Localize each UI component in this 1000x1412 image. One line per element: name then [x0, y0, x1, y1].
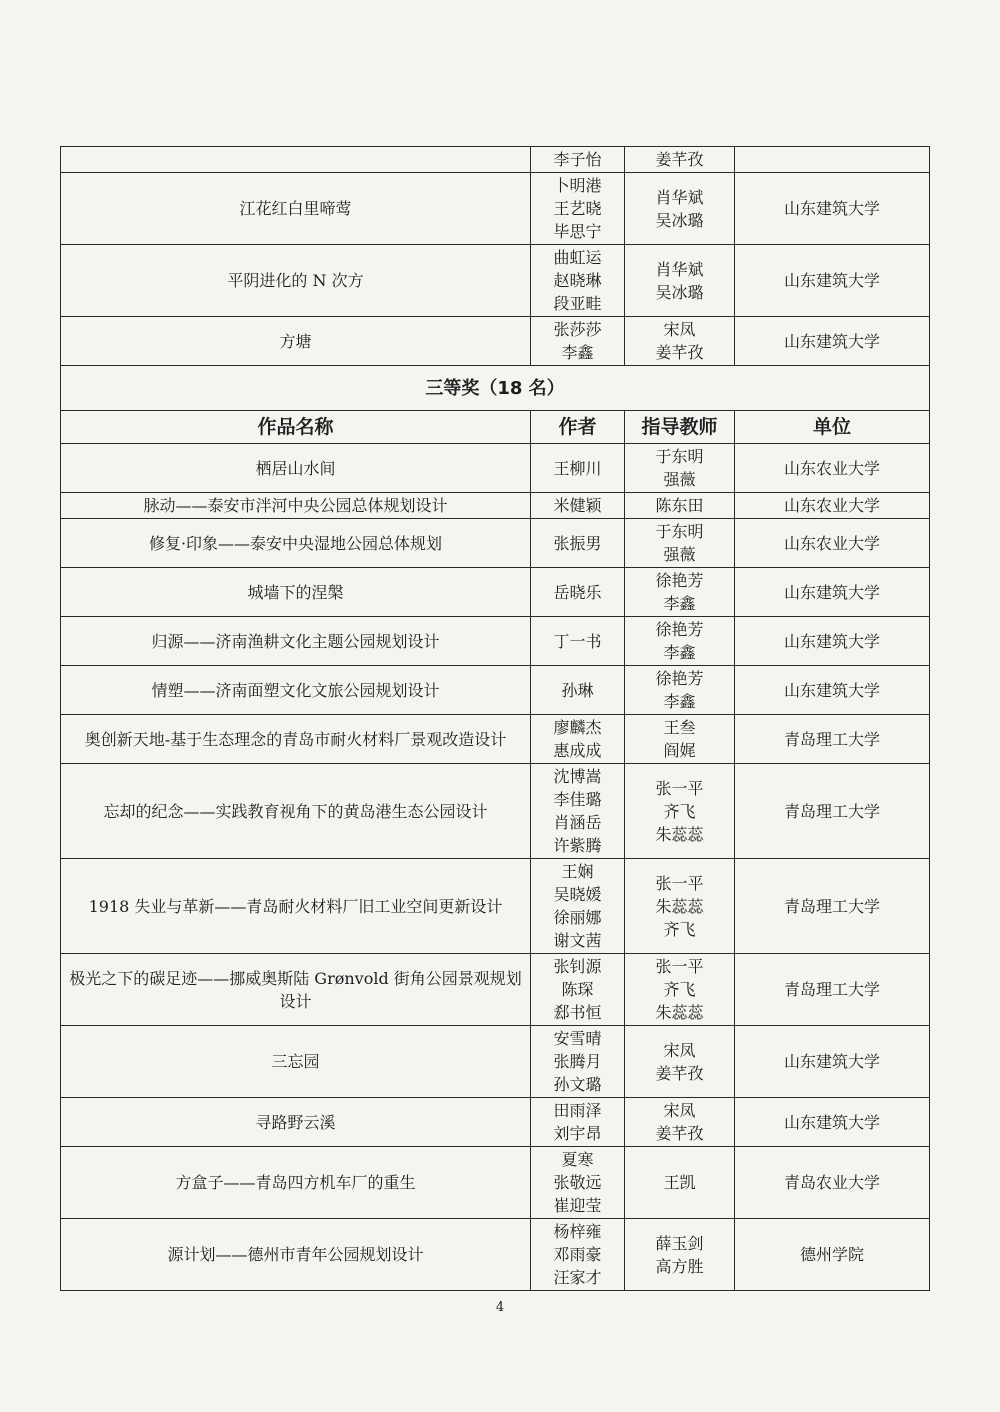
unit: 山东建筑大学	[735, 173, 930, 245]
teachers	[625, 1147, 735, 1219]
work-title: 极光之下的碳足迹——挪威奥斯陆 Grønvold 街角公园景观规划设计	[61, 954, 531, 1026]
header-work: 作品名称	[61, 411, 531, 444]
authors-line: 曲虹运	[553, 248, 602, 267]
teachers-line: 于东明	[655, 522, 704, 541]
authors-line: 惠成成	[553, 741, 602, 760]
work-title: 1918 失业与革新——青岛耐火材料厂旧工业空间更新设计	[61, 859, 531, 954]
teachers-line: 张一平	[655, 957, 704, 976]
unit: 山东建筑大学	[735, 317, 930, 366]
authors-line: 王柳川	[553, 458, 602, 478]
authors-line: 张振男	[553, 533, 602, 553]
teachers-line: 齐飞	[663, 980, 696, 999]
unit: 山东农业大学	[735, 444, 930, 493]
teachers-line: 肖华斌	[655, 187, 704, 207]
teachers-line: 朱蕊蕊	[655, 824, 704, 844]
authors	[531, 519, 625, 568]
table-row	[61, 715, 930, 764]
teachers	[625, 1219, 735, 1291]
teachers	[625, 173, 735, 245]
authors-line: 丁一书	[553, 631, 602, 651]
authors-line: 卜明港	[553, 176, 602, 195]
teachers-line: 高方胜	[655, 1256, 704, 1276]
teachers	[625, 715, 735, 764]
teachers-line: 徐艳芳	[655, 669, 704, 688]
authors	[531, 859, 625, 954]
unit: 德州学院	[735, 1219, 930, 1291]
table-header-row	[61, 411, 930, 444]
authors	[531, 444, 625, 493]
table-row	[61, 245, 930, 317]
teachers-line: 薛玉剑	[655, 1233, 704, 1253]
authors	[531, 245, 625, 317]
authors	[531, 1026, 625, 1098]
authors	[531, 764, 625, 859]
work-title: 源计划——德州市青年公园规划设计	[61, 1219, 531, 1291]
work-title: 修复·印象——泰安中央湿地公园总体规划	[61, 519, 531, 568]
authors-line: 李鑫	[561, 343, 594, 362]
table-row	[61, 173, 930, 245]
unit: 青岛理工大学	[735, 954, 930, 1026]
authors-line: 岳晓乐	[553, 582, 602, 602]
authors-line: 肖涵岳	[553, 813, 602, 832]
teachers-line: 宋凤	[663, 320, 696, 339]
teachers-line: 徐艳芳	[655, 620, 704, 639]
teachers-line: 李鑫	[663, 594, 696, 613]
authors	[531, 493, 625, 519]
table-row	[61, 859, 930, 954]
table-row	[61, 1098, 930, 1147]
authors	[531, 147, 625, 173]
teachers	[625, 666, 735, 715]
teachers-line: 齐飞	[663, 801, 696, 821]
authors-line: 张敬远	[553, 1173, 602, 1192]
work-title: 方盒子——青岛四方机车厂的重生	[61, 1147, 531, 1219]
work-title: 方塘	[61, 317, 531, 366]
unit: 青岛理工大学	[735, 764, 930, 859]
teachers-line: 张一平	[655, 778, 704, 798]
unit: 山东建筑大学	[735, 617, 930, 666]
authors-line: 谢文茜	[553, 931, 602, 950]
teachers	[625, 1026, 735, 1098]
teachers-line: 姜芊孜	[655, 150, 704, 169]
teachers-line: 徐艳芳	[655, 571, 704, 590]
table-row	[61, 444, 930, 493]
table-row	[61, 1219, 930, 1291]
authors-line: 张腾月	[553, 1052, 602, 1071]
table-row	[61, 954, 930, 1026]
work-title: 寻路野云溪	[61, 1098, 531, 1147]
section-title-row	[61, 366, 930, 411]
section-title: 三等奖（18 名）	[61, 366, 930, 411]
authors-line: 徐丽娜	[553, 908, 602, 927]
authors-line: 许紫腾	[553, 836, 602, 855]
table-row	[61, 493, 930, 519]
table-row	[61, 764, 930, 859]
teachers-line: 王凯	[663, 1173, 696, 1192]
authors-line: 沈博嵩	[553, 767, 602, 786]
authors-line: 田雨泽	[553, 1101, 602, 1120]
teachers	[625, 444, 735, 493]
teachers-line: 宋凤	[663, 1101, 696, 1120]
table-row	[61, 568, 930, 617]
authors-line: 杨梓雍	[553, 1222, 602, 1241]
teachers-line: 张一平	[655, 873, 704, 893]
header-teachers: 指导教师	[625, 411, 735, 444]
work-title: 江花红白里啼莺	[61, 173, 531, 245]
work-title: 栖居山水间	[61, 444, 531, 493]
table-row	[61, 519, 930, 568]
teachers	[625, 859, 735, 954]
teachers-line: 姜芊孜	[655, 1063, 704, 1083]
teachers-line: 姜芊孜	[655, 343, 704, 362]
authors	[531, 1219, 625, 1291]
authors-line: 孙琳	[561, 680, 594, 700]
authors-line: 刘宇昂	[553, 1124, 602, 1143]
teachers	[625, 245, 735, 317]
table-row	[61, 666, 930, 715]
work-title: 奥创新天地-基于生态理念的青岛市耐火材料厂景观改造设计	[61, 715, 531, 764]
teachers	[625, 1098, 735, 1147]
unit: 青岛理工大学	[735, 859, 930, 954]
teachers-line: 吴冰璐	[655, 210, 704, 230]
teachers-line: 于东明	[655, 447, 704, 466]
authors	[531, 317, 625, 366]
teachers-line: 朱蕊蕊	[655, 1003, 704, 1022]
authors-line: 段亚畦	[553, 294, 602, 313]
authors	[531, 666, 625, 715]
unit: 青岛农业大学	[735, 1147, 930, 1219]
work-title: 忘却的纪念——实践教育视角下的黄岛港生态公园设计	[61, 764, 531, 859]
unit: 山东建筑大学	[735, 568, 930, 617]
work-title: 平阴进化的 N 次方	[61, 245, 531, 317]
work-title: 归源——济南渔耕文化主题公园规划设计	[61, 617, 531, 666]
authors-line: 陈琛	[561, 980, 594, 999]
authors	[531, 568, 625, 617]
second-prize-continuation	[61, 147, 930, 366]
authors-line: 米健颖	[553, 496, 602, 515]
work-title: 情塑——济南面塑文化文旅公园规划设计	[61, 666, 531, 715]
authors	[531, 715, 625, 764]
teachers	[625, 519, 735, 568]
header-unit: 单位	[735, 411, 930, 444]
header-authors: 作者	[531, 411, 625, 444]
teachers	[625, 317, 735, 366]
teachers-line: 王叁	[663, 718, 696, 737]
authors-line: 汪家才	[553, 1268, 602, 1287]
third-prize-section	[61, 366, 930, 444]
authors-line: 廖麟杰	[553, 718, 602, 737]
teachers-line: 李鑫	[663, 692, 696, 711]
authors	[531, 1098, 625, 1147]
authors-line: 李子怡	[553, 150, 602, 169]
page-number: 4	[495, 1300, 505, 1315]
authors-line: 邓雨豪	[553, 1245, 602, 1264]
table-row	[61, 147, 930, 173]
work-title: 城墙下的涅槃	[61, 568, 531, 617]
table-row	[61, 617, 930, 666]
authors	[531, 1147, 625, 1219]
teachers-line: 宋凤	[663, 1040, 696, 1060]
teachers-line: 强薇	[663, 545, 696, 564]
teachers-line: 陈东田	[655, 496, 704, 515]
third-prize-rows	[61, 444, 930, 1291]
authors	[531, 173, 625, 245]
unit: 山东建筑大学	[735, 1026, 930, 1098]
teachers-line: 李鑫	[663, 643, 696, 662]
teachers-line: 姜芊孜	[655, 1124, 704, 1143]
teachers	[625, 493, 735, 519]
unit: 山东农业大学	[735, 519, 930, 568]
authors-line: 孙文璐	[553, 1075, 602, 1094]
authors-line: 张钊源	[553, 957, 602, 976]
authors-line: 赵晓琳	[553, 271, 602, 290]
awards-table	[60, 146, 930, 1291]
authors-line: 夏寒	[561, 1150, 594, 1169]
unit	[735, 147, 930, 173]
authors-line: 王娴	[561, 862, 594, 881]
unit: 青岛理工大学	[735, 715, 930, 764]
teachers-line: 阎娓	[663, 741, 696, 760]
teachers-line: 朱蕊蕊	[655, 896, 704, 916]
authors-line: 吴晓媛	[553, 885, 602, 904]
teachers-line: 肖华斌	[655, 259, 704, 279]
unit: 山东建筑大学	[735, 666, 930, 715]
unit: 山东建筑大学	[735, 1098, 930, 1147]
authors-line: 安雪晴	[553, 1029, 602, 1048]
work-title: 脉动——泰安市泮河中央公园总体规划设计	[61, 493, 531, 519]
authors-line: 郄书恒	[553, 1003, 602, 1022]
unit: 山东农业大学	[735, 493, 930, 519]
teachers	[625, 764, 735, 859]
teachers	[625, 617, 735, 666]
table-row	[61, 317, 930, 366]
authors-line: 王艺晓	[553, 199, 602, 218]
work-title	[61, 147, 531, 173]
table-row	[61, 1147, 930, 1219]
authors-line: 崔迎莹	[553, 1196, 602, 1215]
teachers	[625, 147, 735, 173]
authors	[531, 617, 625, 666]
authors-line: 李佳璐	[553, 790, 602, 809]
teachers	[625, 954, 735, 1026]
teachers-line: 吴冰璐	[655, 282, 704, 302]
authors	[531, 954, 625, 1026]
unit: 山东建筑大学	[735, 245, 930, 317]
teachers	[625, 568, 735, 617]
authors-line: 毕思宁	[553, 222, 602, 241]
teachers-line: 齐飞	[663, 919, 696, 939]
table-row	[61, 1026, 930, 1098]
teachers-line: 强薇	[663, 470, 696, 489]
work-title: 三忘园	[61, 1026, 531, 1098]
authors-line: 张莎莎	[553, 320, 602, 339]
